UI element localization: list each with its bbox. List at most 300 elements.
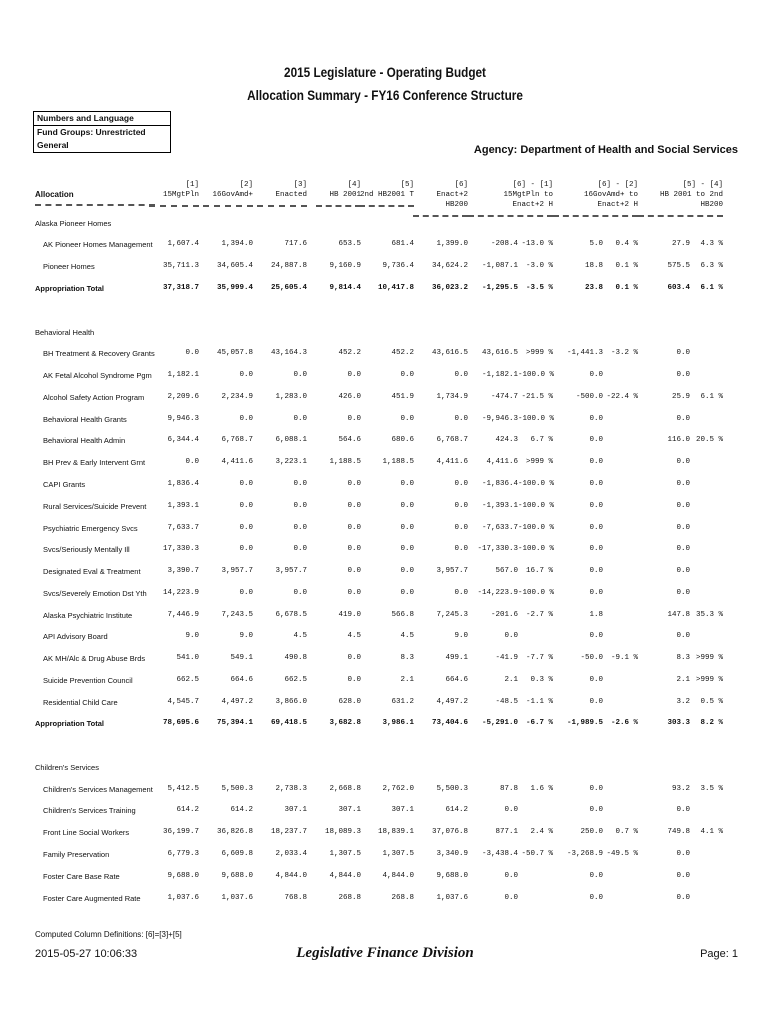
- row-value-col-3: 490.8: [284, 654, 307, 662]
- row-value-col-2: 9,688.0: [221, 872, 253, 880]
- row-value-col-10: 0.4 %: [615, 240, 638, 248]
- table-row: [0, 654, 770, 666]
- row-value-col-11: 8.3: [676, 654, 690, 662]
- row-value-col-3: 3,957.7: [275, 567, 307, 575]
- row-value-col-1: 541.0: [176, 654, 199, 662]
- table-row: [0, 632, 770, 644]
- row-value-col-9: 1.8: [589, 611, 603, 619]
- row-value-col-4: 9,814.4: [329, 284, 361, 292]
- allocation-header-underline: [35, 201, 155, 206]
- row-value-col-6: 3,957.7: [436, 567, 468, 575]
- row-value-col-11: 0.0: [676, 349, 690, 357]
- row-value-col-2: 664.6: [230, 676, 253, 684]
- row-label: BH Treatment & Recovery Grants: [43, 349, 155, 358]
- table-row: [0, 850, 770, 862]
- row-value-col-6: 3,340.9: [436, 850, 468, 858]
- row-label: Children's Services Management: [43, 785, 153, 794]
- row-value-col-2: 0.0: [239, 524, 253, 532]
- row-value-col-11: 0.0: [676, 806, 690, 814]
- row-value-col-9: 0.0: [589, 872, 603, 880]
- row-value-col-4: 0.0: [347, 654, 361, 662]
- row-value-col-12: 4.1 %: [700, 828, 723, 836]
- row-value-col-11: 0.0: [676, 524, 690, 532]
- row-value-col-3: 0.0: [293, 371, 307, 379]
- row-value-col-10: -22.4 %: [606, 393, 638, 401]
- row-value-col-3: 4.5: [293, 632, 307, 640]
- row-value-col-6: 36,023.2: [431, 284, 468, 292]
- table-row: [0, 524, 770, 536]
- row-value-col-2: 9.0: [239, 632, 253, 640]
- report-subtitle: Allocation Summary - FY16 Conference Structure: [247, 87, 523, 103]
- row-value-col-3: 6,678.5: [275, 611, 307, 619]
- table-row: [0, 698, 770, 710]
- row-value-col-8: -3.5 %: [525, 284, 553, 292]
- column-header-7: [468, 180, 553, 217]
- row-value-col-4: 4,844.0: [329, 872, 361, 880]
- row-value-col-3: 3,223.1: [275, 458, 307, 466]
- column-header-underline: [638, 212, 723, 217]
- row-value-col-9: -1,989.5: [566, 719, 603, 727]
- column-header-number: [2]: [239, 181, 253, 189]
- table-row: [0, 545, 770, 557]
- row-value-col-8: -3.0 %: [525, 262, 553, 270]
- row-value-col-7: -1,836.4: [481, 480, 518, 488]
- row-value-col-3: 18,237.7: [270, 828, 307, 836]
- row-value-col-7: -5,291.0: [481, 719, 518, 727]
- row-value-col-7: -48.5: [495, 698, 518, 706]
- row-value-col-3: 1,283.0: [275, 393, 307, 401]
- row-value-col-7: 87.8: [499, 785, 518, 793]
- row-value-col-4: 0.0: [347, 415, 361, 423]
- column-header-underline: [553, 212, 638, 217]
- section-heading: [0, 763, 770, 775]
- column-header-number: [5]: [400, 181, 414, 189]
- row-value-col-9: -500.0: [575, 393, 603, 401]
- column-header-8: [553, 180, 638, 217]
- row-value-col-4: 0.0: [347, 480, 361, 488]
- row-value-col-12: 35.3 %: [695, 611, 723, 619]
- row-value-col-3: 0.0: [293, 545, 307, 553]
- column-header-name: Enacted: [275, 191, 307, 199]
- row-value-col-11: 0.0: [676, 850, 690, 858]
- row-value-col-5: 3,986.1: [382, 719, 414, 727]
- row-value-col-3: 307.1: [284, 806, 307, 814]
- row-value-col-7: -3,438.4: [481, 850, 518, 858]
- row-value-col-12: 0.5 %: [700, 698, 723, 706]
- row-value-col-6: 1,734.9: [436, 393, 468, 401]
- row-value-col-4: 4.5: [347, 632, 361, 640]
- row-label: Appropriation Total: [35, 284, 105, 293]
- row-value-col-4: 1,307.5: [329, 850, 361, 858]
- row-value-col-7: 2.1: [504, 676, 518, 684]
- row-label: Behavioral Health Admin: [43, 436, 126, 445]
- column-header-underline: [203, 202, 253, 207]
- row-value-col-11: 2.1: [676, 676, 690, 684]
- row-value-col-2: 2,234.9: [221, 393, 253, 401]
- row-value-col-11: 0.0: [676, 480, 690, 488]
- row-value-col-8: -21.5 %: [521, 393, 553, 401]
- row-label: AK Fetal Alcohol Syndrome Pgm: [43, 371, 152, 380]
- row-value-col-8: -100.0 %: [518, 589, 555, 597]
- row-value-col-2: 5,500.3: [221, 785, 253, 793]
- row-value-col-6: 43,616.5: [431, 349, 468, 357]
- row-value-col-4: 0.0: [347, 502, 361, 510]
- section-heading: [0, 328, 770, 340]
- row-value-col-1: 17,330.3: [162, 545, 199, 553]
- row-value-col-8: -50.7 %: [521, 850, 553, 858]
- row-value-col-2: 4,411.6: [221, 458, 253, 466]
- row-value-col-1: 9,688.0: [167, 872, 199, 880]
- row-value-col-12: 6.3 %: [700, 262, 723, 270]
- row-value-col-5: 0.0: [400, 415, 414, 423]
- column-header-number: [1]: [185, 181, 199, 189]
- row-value-col-5: 451.9: [391, 393, 414, 401]
- row-value-col-6: 0.0: [454, 589, 468, 597]
- row-value-col-12: 4.3 %: [700, 240, 723, 248]
- row-value-col-6: 34,624.2: [431, 262, 468, 270]
- row-value-col-8: -100.0 %: [518, 480, 555, 488]
- row-value-col-4: 0.0: [347, 589, 361, 597]
- row-value-col-11: 0.0: [676, 872, 690, 880]
- column-header-name: Enact+2 HB200: [436, 191, 468, 209]
- row-value-col-5: 2,762.0: [382, 785, 414, 793]
- table-row: [0, 480, 770, 492]
- row-label: Alcohol Safety Action Program: [43, 393, 145, 402]
- row-value-col-4: 426.0: [338, 393, 361, 401]
- row-value-col-3: 0.0: [293, 589, 307, 597]
- row-value-col-1: 662.5: [176, 676, 199, 684]
- row-value-col-9: 0.0: [589, 632, 603, 640]
- row-value-col-6: 0.0: [454, 545, 468, 553]
- row-value-col-11: 0.0: [676, 371, 690, 379]
- row-value-col-11: 0.0: [676, 545, 690, 553]
- column-header-number: [6] - [2]: [597, 181, 638, 189]
- row-value-col-9: 0.0: [589, 415, 603, 423]
- row-label: Designated Eval & Treatment: [43, 567, 141, 576]
- row-value-col-8: -100.0 %: [518, 545, 555, 553]
- column-header-number: [3]: [293, 181, 307, 189]
- row-value-col-4: 0.0: [347, 567, 361, 575]
- row-value-col-6: 9.0: [454, 632, 468, 640]
- row-value-col-6: 0.0: [454, 524, 468, 532]
- row-value-col-11: 93.2: [671, 785, 690, 793]
- column-header-name: HB 2001: [329, 191, 361, 199]
- row-value-col-6: 499.1: [445, 654, 468, 662]
- row-value-col-3: 6,088.1: [275, 436, 307, 444]
- row-value-col-11: 3.2: [676, 698, 690, 706]
- column-header-2: [203, 180, 253, 207]
- row-value-col-9: 250.0: [580, 828, 603, 836]
- row-value-col-4: 307.1: [338, 806, 361, 814]
- row-value-col-9: 0.0: [589, 436, 603, 444]
- table-row: [0, 349, 770, 361]
- row-value-col-8: 0.3 %: [530, 676, 553, 684]
- column-header-underline: [359, 202, 414, 207]
- row-value-col-10: 0.7 %: [615, 828, 638, 836]
- row-value-col-7: -7,633.7: [481, 524, 518, 532]
- row-value-col-5: 2.1: [400, 676, 414, 684]
- row-value-col-5: 0.0: [400, 371, 414, 379]
- row-value-col-8: -100.0 %: [518, 524, 555, 532]
- column-header-number: [5] - [4]: [682, 181, 723, 189]
- row-value-col-3: 662.5: [284, 676, 307, 684]
- row-value-col-9: 0.0: [589, 894, 603, 902]
- row-value-col-5: 0.0: [400, 567, 414, 575]
- row-value-col-3: 0.0: [293, 480, 307, 488]
- row-value-col-1: 6,344.4: [167, 436, 199, 444]
- row-value-col-2: 0.0: [239, 502, 253, 510]
- row-value-col-3: 717.6: [284, 240, 307, 248]
- row-value-col-7: -208.4: [490, 240, 518, 248]
- row-label: Behavioral Health Grants: [43, 415, 127, 424]
- row-value-col-8: -2.7 %: [525, 611, 553, 619]
- row-value-col-10: -9.1 %: [610, 654, 638, 662]
- row-value-col-6: 5,500.3: [436, 785, 468, 793]
- row-value-col-6: 614.2: [445, 806, 468, 814]
- row-value-col-2: 75,394.1: [216, 719, 253, 727]
- row-value-col-12: 20.5 %: [695, 436, 723, 444]
- row-value-col-5: 4.5: [400, 632, 414, 640]
- row-value-col-4: 3,682.8: [329, 719, 361, 727]
- table-row: [0, 589, 770, 601]
- column-header-number: [6] - [1]: [512, 181, 553, 189]
- row-value-col-8: 2.4 %: [530, 828, 553, 836]
- row-value-col-5: 9,736.4: [382, 262, 414, 270]
- row-value-col-7: 0.0: [504, 872, 518, 880]
- row-value-col-11: 116.0: [667, 436, 690, 444]
- row-value-col-2: 35,999.4: [216, 284, 253, 292]
- column-header-9: [638, 180, 723, 217]
- row-value-col-10: -3.2 %: [610, 349, 638, 357]
- column-header-underline: [257, 202, 307, 207]
- row-value-col-12: 6.1 %: [700, 393, 723, 401]
- row-value-col-11: 27.9: [671, 240, 690, 248]
- row-value-col-11: 147.8: [667, 611, 690, 619]
- row-label: AK MH/Alc & Drug Abuse Brds: [43, 654, 146, 663]
- row-value-col-7: -14,223.9: [477, 589, 518, 597]
- row-value-col-5: 452.2: [391, 349, 414, 357]
- row-value-col-7: 43,616.5: [481, 349, 518, 357]
- row-value-col-4: 564.6: [338, 436, 361, 444]
- filter-numbers-language: Numbers and Language: [34, 112, 170, 126]
- table-row: [0, 567, 770, 579]
- row-value-col-5: 1,307.5: [382, 850, 414, 858]
- row-value-col-2: 0.0: [239, 545, 253, 553]
- row-value-col-3: 0.0: [293, 502, 307, 510]
- column-header-name: 15MgtPln: [162, 191, 199, 199]
- column-header-number: [6]: [454, 181, 468, 189]
- row-label: Family Preservation: [43, 850, 110, 859]
- appropriation-total-row: [0, 284, 770, 296]
- table-row: [0, 393, 770, 405]
- row-value-col-1: 36,199.7: [162, 828, 199, 836]
- report-timestamp: 2015-05-27 10:06:33: [35, 948, 138, 960]
- row-value-col-7: 877.1: [495, 828, 518, 836]
- row-value-col-2: 549.1: [230, 654, 253, 662]
- row-value-col-6: 9,688.0: [436, 872, 468, 880]
- row-label: Svcs/Seriously Mentally Ill: [43, 545, 130, 554]
- row-value-col-1: 4,545.7: [167, 698, 199, 706]
- row-value-col-8: -100.0 %: [518, 371, 555, 379]
- row-value-col-10: 0.1 %: [615, 284, 638, 292]
- row-value-col-1: 9.0: [185, 632, 199, 640]
- row-value-col-8: -100.0 %: [518, 502, 555, 510]
- row-value-col-8: -100.0 %: [518, 415, 555, 423]
- row-value-col-1: 1,182.1: [167, 371, 199, 379]
- row-value-col-2: 4,497.2: [221, 698, 253, 706]
- row-value-col-6: 0.0: [454, 371, 468, 379]
- row-value-col-8: 16.7 %: [525, 567, 553, 575]
- row-value-col-4: 9,160.9: [329, 262, 361, 270]
- row-value-col-1: 78,695.6: [162, 719, 199, 727]
- table-row: [0, 502, 770, 514]
- row-value-col-1: 35,711.3: [162, 262, 199, 270]
- row-value-col-11: 0.0: [676, 415, 690, 423]
- row-label: Psychiatric Emergency Svcs: [43, 524, 138, 533]
- row-value-col-11: 0.0: [676, 589, 690, 597]
- row-value-col-3: 0.0: [293, 415, 307, 423]
- row-value-col-8: >999 %: [525, 349, 553, 357]
- row-value-col-7: -1,087.1: [481, 262, 518, 270]
- row-value-col-4: 0.0: [347, 371, 361, 379]
- row-value-col-6: 6,768.7: [436, 436, 468, 444]
- row-value-col-5: 566.8: [391, 611, 414, 619]
- row-label: Appropriation Total: [35, 719, 105, 728]
- row-value-col-4: 268.8: [338, 894, 361, 902]
- row-value-col-7: 0.0: [504, 632, 518, 640]
- row-label: CAPI Grants: [43, 480, 86, 489]
- page-number: Page: 1: [700, 948, 738, 960]
- row-value-col-5: 307.1: [391, 806, 414, 814]
- row-value-col-2: 1,394.0: [221, 240, 253, 248]
- table-row: [0, 676, 770, 688]
- row-value-col-8: -6.7 %: [525, 719, 553, 727]
- row-value-col-9: 0.0: [589, 458, 603, 466]
- row-value-col-7: -474.7: [490, 393, 518, 401]
- row-label: Residential Child Care: [43, 698, 118, 707]
- section-heading: [0, 219, 770, 231]
- row-value-col-5: 268.8: [391, 894, 414, 902]
- row-value-col-5: 0.0: [400, 589, 414, 597]
- column-header-underline: [316, 202, 361, 207]
- row-value-col-7: 0.0: [504, 894, 518, 902]
- row-value-col-11: 303.3: [667, 719, 690, 727]
- column-header-name: 16GovAmd+ to Enact+2 H: [583, 191, 638, 209]
- row-value-col-6: 0.0: [454, 480, 468, 488]
- table-row: [0, 262, 770, 274]
- row-value-col-2: 3,957.7: [221, 567, 253, 575]
- filter-fund-groups: Fund Groups: Unrestricted General: [37, 127, 146, 150]
- row-value-col-6: 664.6: [445, 676, 468, 684]
- row-value-col-5: 0.0: [400, 480, 414, 488]
- table-row: [0, 458, 770, 470]
- row-value-col-2: 45,057.8: [216, 349, 253, 357]
- row-value-col-6: 1,399.0: [436, 240, 468, 248]
- row-value-col-9: 0.0: [589, 545, 603, 553]
- row-value-col-11: 575.5: [667, 262, 690, 270]
- row-value-col-11: 603.4: [667, 284, 690, 292]
- row-value-col-1: 1,037.6: [167, 894, 199, 902]
- row-value-col-2: 34,605.4: [216, 262, 253, 270]
- row-value-col-4: 653.5: [338, 240, 361, 248]
- row-value-col-6: 4,411.6: [436, 458, 468, 466]
- row-value-col-4: 18,089.3: [324, 828, 361, 836]
- column-header-4: [316, 180, 361, 207]
- row-value-col-1: 14,223.9: [162, 589, 199, 597]
- legislative-finance-division-logo: Legislative Finance Division: [296, 945, 474, 961]
- row-value-col-4: 452.2: [338, 349, 361, 357]
- row-value-col-1: 1,607.4: [167, 240, 199, 248]
- row-value-col-6: 37,076.8: [431, 828, 468, 836]
- row-value-col-5: 4,844.0: [382, 872, 414, 880]
- table-row: [0, 415, 770, 427]
- row-value-col-6: 7,245.3: [436, 611, 468, 619]
- allocation-header: [35, 190, 155, 206]
- row-label: Children's Services: [35, 763, 99, 772]
- row-value-col-4: 628.0: [338, 698, 361, 706]
- row-value-col-1: 6,779.3: [167, 850, 199, 858]
- row-value-col-5: 0.0: [400, 545, 414, 553]
- row-value-col-5: 0.0: [400, 524, 414, 532]
- row-label: Foster Care Base Rate: [43, 872, 120, 881]
- row-value-col-9: 0.0: [589, 480, 603, 488]
- row-value-col-3: 24,887.8: [270, 262, 307, 270]
- row-value-col-2: 614.2: [230, 806, 253, 814]
- table-row: [0, 894, 770, 906]
- column-header-1: [149, 180, 199, 207]
- row-value-col-11: 0.0: [676, 502, 690, 510]
- row-value-col-11: 0.0: [676, 567, 690, 575]
- row-value-col-7: 424.3: [495, 436, 518, 444]
- row-label: BH Prev & Early Intervent Grnt: [43, 458, 146, 467]
- row-value-col-11: 0.0: [676, 632, 690, 640]
- row-value-col-7: 4,411.6: [486, 458, 518, 466]
- row-value-col-4: 2,668.8: [329, 785, 361, 793]
- row-label: Suicide Prevention Council: [43, 676, 133, 685]
- row-value-col-4: 0.0: [347, 524, 361, 532]
- row-value-col-3: 3,866.0: [275, 698, 307, 706]
- filter-box: [33, 111, 171, 153]
- row-value-col-1: 3,390.7: [167, 567, 199, 575]
- row-value-col-3: 25,605.4: [270, 284, 307, 292]
- agency-label: Agency: Department of Health and Social Services: [473, 144, 738, 156]
- row-value-col-9: 0.0: [589, 676, 603, 684]
- column-header-3: [257, 180, 307, 207]
- row-label: API Advisory Board: [43, 632, 108, 641]
- row-value-col-4: 1,188.5: [329, 458, 361, 466]
- row-value-col-2: 7,243.5: [221, 611, 253, 619]
- column-header-number: [4]: [347, 181, 361, 189]
- row-value-col-1: 614.2: [176, 806, 199, 814]
- row-value-col-1: 7,633.7: [167, 524, 199, 532]
- row-value-col-9: 5.0: [589, 240, 603, 248]
- table-row: [0, 872, 770, 884]
- row-value-col-8: 6.7 %: [530, 436, 553, 444]
- row-value-col-1: 0.0: [185, 349, 199, 357]
- row-value-col-7: -1,295.5: [481, 284, 518, 292]
- row-value-col-2: 1,037.6: [221, 894, 253, 902]
- row-value-col-1: 37,318.7: [162, 284, 199, 292]
- row-label: Svcs/Severely Emotion Dst Yth: [43, 589, 147, 598]
- row-value-col-10: -2.6 %: [610, 719, 638, 727]
- table-row: [0, 371, 770, 383]
- row-value-col-10: 0.1 %: [615, 262, 638, 270]
- row-value-col-9: 0.0: [589, 502, 603, 510]
- row-value-col-9: 23.8: [584, 284, 603, 292]
- row-value-col-8: -7.7 %: [525, 654, 553, 662]
- row-value-col-9: -1,441.3: [566, 349, 603, 357]
- column-header-underline: [468, 212, 553, 217]
